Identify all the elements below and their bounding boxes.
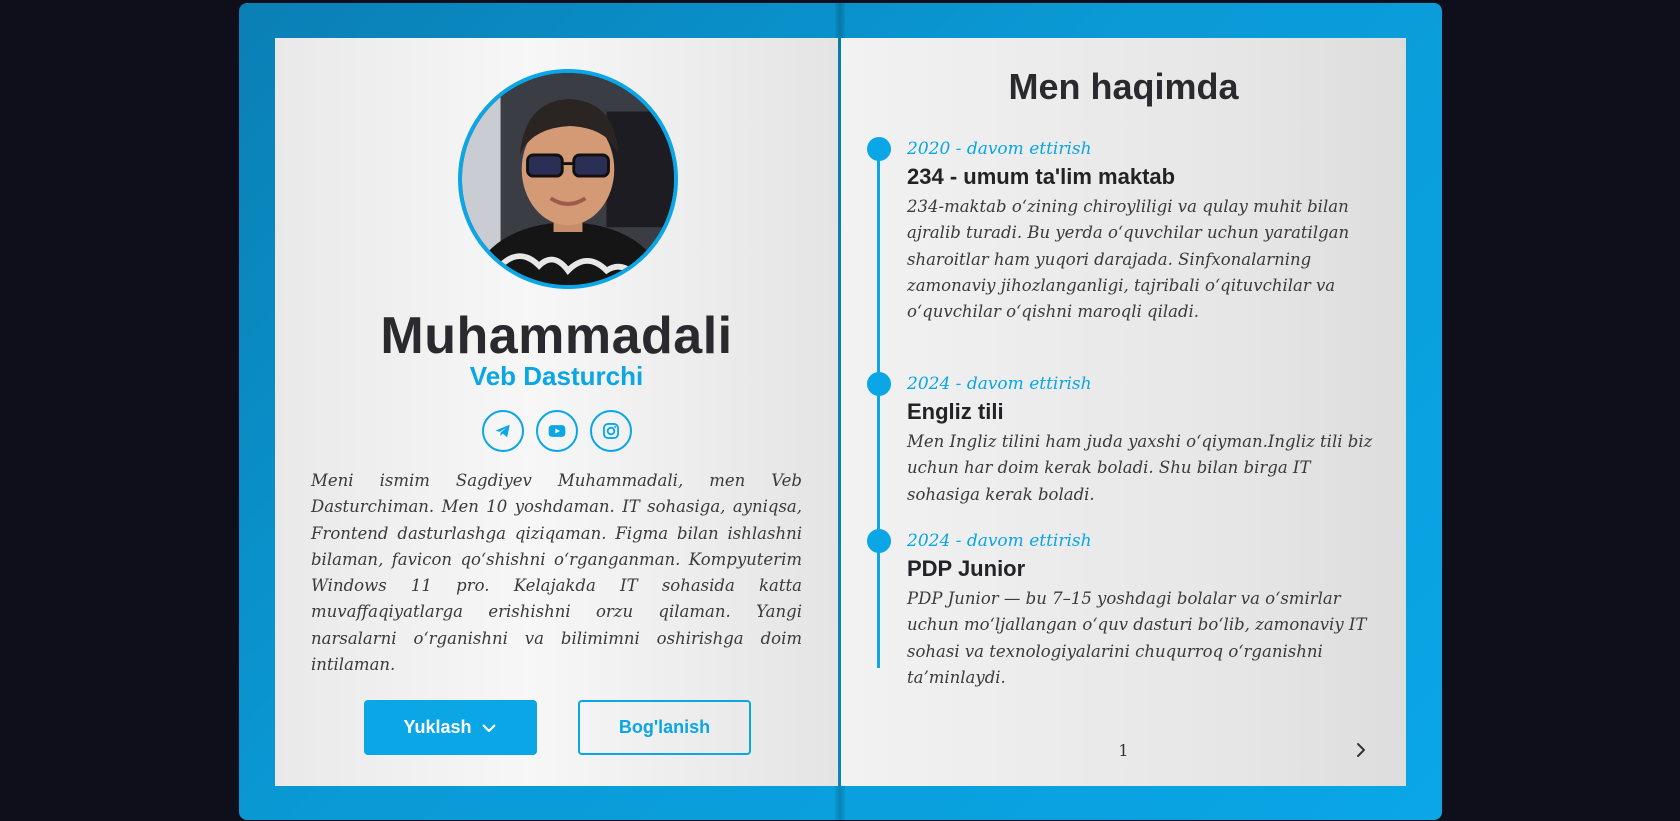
timeline-dot — [867, 529, 891, 553]
about-page — [841, 38, 1406, 786]
youtube-icon — [547, 421, 567, 441]
book-container — [239, 3, 1442, 820]
chevron-down-icon — [480, 719, 498, 737]
profile-role: Veb Dasturchi — [469, 361, 644, 391]
profile-bio: Meni ismim Sagdiyev Muhammadali, men Veb Dasturchiman. Men 10 yoshdaman. IT sohasiga, ayniqsa, Frontend dasturlashga qiziqaman. Figma bilan ishlashni bilaman, favicon qo‘shishni o‘rganganman. Kompyuterim Windows 11 pro. Kelajakda IT sohasida katta muvaffaqiyatlarga erishishni orzu qilaman. Yangi narsalarni o‘rganishni va bilimimni oshirishga doim intilaman. — [311, 471, 802, 675]
youtube-link[interactable] — [536, 410, 578, 452]
page-number: 1 — [1118, 741, 1129, 760]
entry-title: PDP Junior — [907, 556, 1026, 581]
entry-description: 234-maktab o‘zining chiroyliligi va qulay muhit bilan ajralib turadi. Bu yerda o‘quvchilar uchun yaratilgan sharoitlar ham yuqori darajada. Sinfxonalarning zamonaviy jihozlanganligi, tajribali o‘qituvchilar va o‘quvchilar o‘qishni marоqli qiladi. — [907, 197, 1350, 322]
instagram-icon — [601, 421, 621, 441]
entry-date: 2024 - davom ettirish — [907, 374, 1092, 394]
instagram-link[interactable] — [590, 410, 632, 452]
download-button[interactable] — [364, 700, 537, 755]
social-links — [275, 410, 838, 452]
entry-date: 2024 - davom ettirish — [907, 531, 1092, 551]
timeline-line — [877, 138, 880, 668]
entry-title: 234 - umum ta'lim maktab — [907, 164, 1176, 189]
entry-date: 2020 - davom ettirish — [907, 139, 1092, 159]
timeline-dot — [867, 372, 891, 396]
next-page-button[interactable] — [1349, 738, 1373, 762]
timeline-entry — [907, 373, 1377, 508]
timeline-entry — [907, 138, 1377, 325]
timeline-entry — [907, 530, 1377, 691]
entry-title: Engliz tili — [907, 399, 1004, 424]
chevron-right-icon — [1352, 741, 1370, 759]
entry-description: Men Ingliz tilini ham juda yaxshi o‘qiyman.Ingliz tili biz uchun har doim kerak boladi. Shu bilan birga IT sohasiga kerak boladi. — [907, 432, 1373, 504]
profile-page — [275, 38, 838, 786]
avatar — [458, 69, 678, 289]
entry-description: PDP Junior — bu 7–15 yoshdagi bolalar va o‘smirlar uchun mo‘ljallangan o‘quv dasturi bo‘lib, zamonaviy IT sohasi va texnologiyalarini chuqurroq o‘rganishni ta’minlaydi. — [907, 589, 1367, 687]
download-button-label: Yuklash — [403, 717, 472, 737]
timeline-dot — [867, 137, 891, 161]
contact-button[interactable] — [578, 700, 751, 755]
about-title: Men haqimda — [1008, 66, 1239, 107]
contact-button-label: Bog'lanish — [618, 717, 711, 737]
profile-name: Muhammadali — [380, 307, 733, 365]
avatar-photo — [462, 73, 674, 285]
telegram-icon — [493, 421, 513, 441]
telegram-link[interactable] — [482, 410, 524, 452]
